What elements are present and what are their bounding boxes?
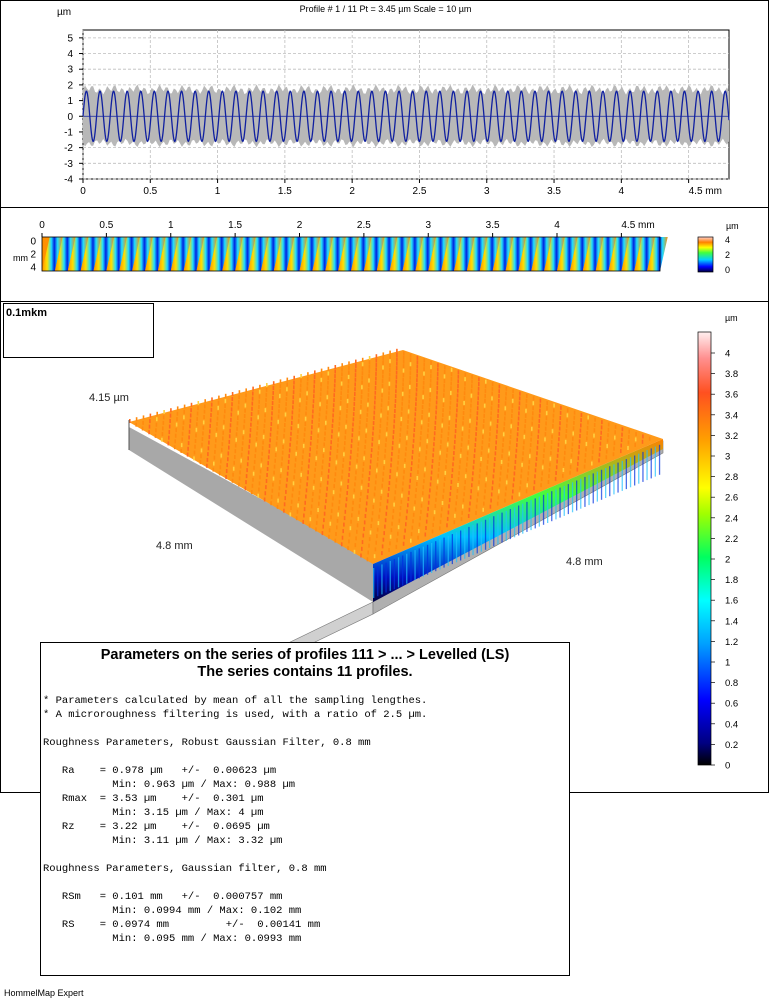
view3d-scale-unit: µm — [725, 313, 738, 323]
y-tick-label: -1 — [64, 127, 73, 139]
map-y-unit: mm — [13, 253, 28, 263]
scale-tick-label: 3.4 — [725, 410, 739, 422]
y-tick-label: -4 — [64, 174, 73, 186]
map-x-tick-label: 3 — [425, 220, 432, 231]
x-tick-label: 3 — [483, 186, 490, 197]
scale-tick-label: 1 — [725, 657, 731, 669]
y-tick-label: 3 — [67, 64, 73, 76]
height-label: 4.15 µm — [89, 392, 129, 404]
y-tick-label: 5 — [67, 33, 73, 45]
scale-tick-label: 0.6 — [725, 698, 739, 710]
report-line: Roughness Parameters, Gaussian filter, 0.8 mm — [43, 863, 327, 875]
scale-tick-label: 3.6 — [725, 389, 739, 401]
scale-tick-label: 1.8 — [725, 575, 739, 587]
report-line: Rz = 3.22 µm +/- 0.0695 µm — [43, 821, 270, 833]
map-y-tick-label: 0 — [30, 236, 36, 248]
report-line: RSm = 0.101 mm +/- 0.000757 mm — [43, 891, 283, 903]
report-line: Rmax = 3.53 µm +/- 0.301 µm — [43, 793, 264, 805]
view3d-color-scale — [696, 322, 766, 792]
app-name: HommelMap Expert — [4, 988, 84, 998]
scale-tick-label: 1.2 — [725, 636, 739, 648]
report-title: Parameters on the series of profiles 111 > ... > Levelled (LS) — [100, 647, 510, 663]
y-tick-label: -2 — [64, 143, 73, 155]
scale-tick-label: 0 — [725, 760, 731, 772]
parameters-report — [40, 642, 570, 976]
scale-tick-label: 0.4 — [725, 719, 739, 731]
x-tick-label: 4.5 mm — [688, 186, 722, 197]
map-x-tick-label: 4 — [554, 220, 560, 231]
map-scale-tick: 4 — [725, 235, 731, 245]
map-y-tick-label: 2 — [30, 249, 36, 261]
map-x-tick-label: 1 — [167, 220, 174, 231]
y-tick-label: 1 — [67, 96, 73, 108]
scale-tick-label: 1.4 — [725, 616, 739, 628]
scale-tick-label: 2.6 — [725, 492, 739, 504]
scale-tick-label: 4 — [725, 348, 731, 360]
map-y-tick-label: 4 — [30, 262, 36, 274]
report-line — [43, 722, 569, 736]
report-line: Ra = 0.978 µm +/- 0.00623 µm — [43, 765, 277, 777]
y-tick-label: -3 — [64, 158, 73, 170]
report-line — [43, 750, 569, 764]
scale-tick-label: 1.6 — [725, 595, 739, 607]
scale-tick-label: 2.4 — [725, 513, 739, 525]
scale-tick-label: 0.2 — [725, 739, 739, 751]
x-tick-label: 0.5 — [143, 186, 158, 197]
scale-tick-label: 2.8 — [725, 472, 739, 484]
map-x-tick-label: 1.5 — [228, 220, 243, 231]
y-tick-label: 0 — [67, 111, 73, 123]
report-subtitle: The series contains 11 profiles. — [197, 664, 413, 680]
report-line: Min: 0.095 mm / Max: 0.0993 mm — [43, 933, 302, 945]
report-line: Min: 3.15 µm / Max: 4 µm — [43, 807, 264, 819]
report-line: RS = 0.0974 mm +/- 0.00141 mm — [43, 919, 321, 931]
report-line: Min: 0.0994 mm / Max: 0.102 mm — [43, 905, 302, 917]
surface-map — [1, 208, 768, 301]
map-scale-tick: 2 — [725, 250, 731, 260]
map-x-tick-label: 3.5 — [485, 220, 500, 231]
map-color-scale — [698, 237, 713, 272]
x-tick-label: 0 — [80, 186, 86, 197]
report-line: Min: 3.11 µm / Max: 3.32 µm — [43, 835, 283, 847]
x-tick-label: 1.5 — [277, 186, 292, 197]
y-tick-label: 2 — [67, 80, 73, 92]
map-x-tick-label: 2 — [296, 220, 303, 231]
map-scale-unit: µm — [726, 221, 739, 231]
report-line: Min: 0.963 µm / Max: 0.988 µm — [43, 779, 296, 791]
x-tick-label: 2.5 — [412, 186, 427, 197]
scale-tick-label: 2 — [725, 554, 731, 566]
map-x-tick-label: 4.5 mm — [621, 220, 655, 231]
profile-chart — [1, 1, 768, 207]
x-tick-label: 3.5 — [547, 186, 561, 197]
report-line — [43, 876, 569, 890]
x-tick-label: 4 — [618, 186, 625, 197]
y-unit-label: µm — [57, 7, 72, 18]
x-tick-label: 1 — [214, 186, 221, 197]
x-length-label: 4.8 mm — [156, 540, 193, 552]
map-scale-tick: 0 — [725, 265, 731, 275]
y-length-label: 4.8 mm — [566, 556, 603, 568]
view3d-label: 0.1mkm — [6, 307, 47, 319]
profile-header: Profile # 1 / 11 Pt = 3.45 µm Scale = 10 µm — [299, 4, 472, 14]
report-body — [43, 694, 569, 946]
map-x-tick-label: 0 — [39, 220, 45, 231]
map-panel — [0, 207, 769, 302]
scale-tick-label: 0.8 — [725, 678, 739, 690]
report-line: * A microroughness filtering is used, with a ratio of 2.5 µm. — [43, 709, 428, 721]
report-line: * Parameters calculated by mean of all the sampling lengthes. — [43, 695, 428, 707]
report-line: Roughness Parameters, Robust Gaussian Filter, 0.8 mm — [43, 737, 371, 749]
y-tick-label: 4 — [67, 49, 73, 61]
x-tick-label: 2 — [349, 186, 355, 197]
scale-tick-label: 3.2 — [725, 430, 739, 442]
report-line — [43, 848, 569, 862]
scale-tick-label: 2.2 — [725, 533, 739, 545]
profile-panel — [0, 0, 769, 208]
map-x-tick-label: 2.5 — [356, 220, 371, 231]
scale-tick-label: 3.8 — [725, 369, 739, 381]
scale-tick-label: 3 — [725, 451, 731, 463]
map-x-tick-label: 0.5 — [99, 220, 114, 231]
